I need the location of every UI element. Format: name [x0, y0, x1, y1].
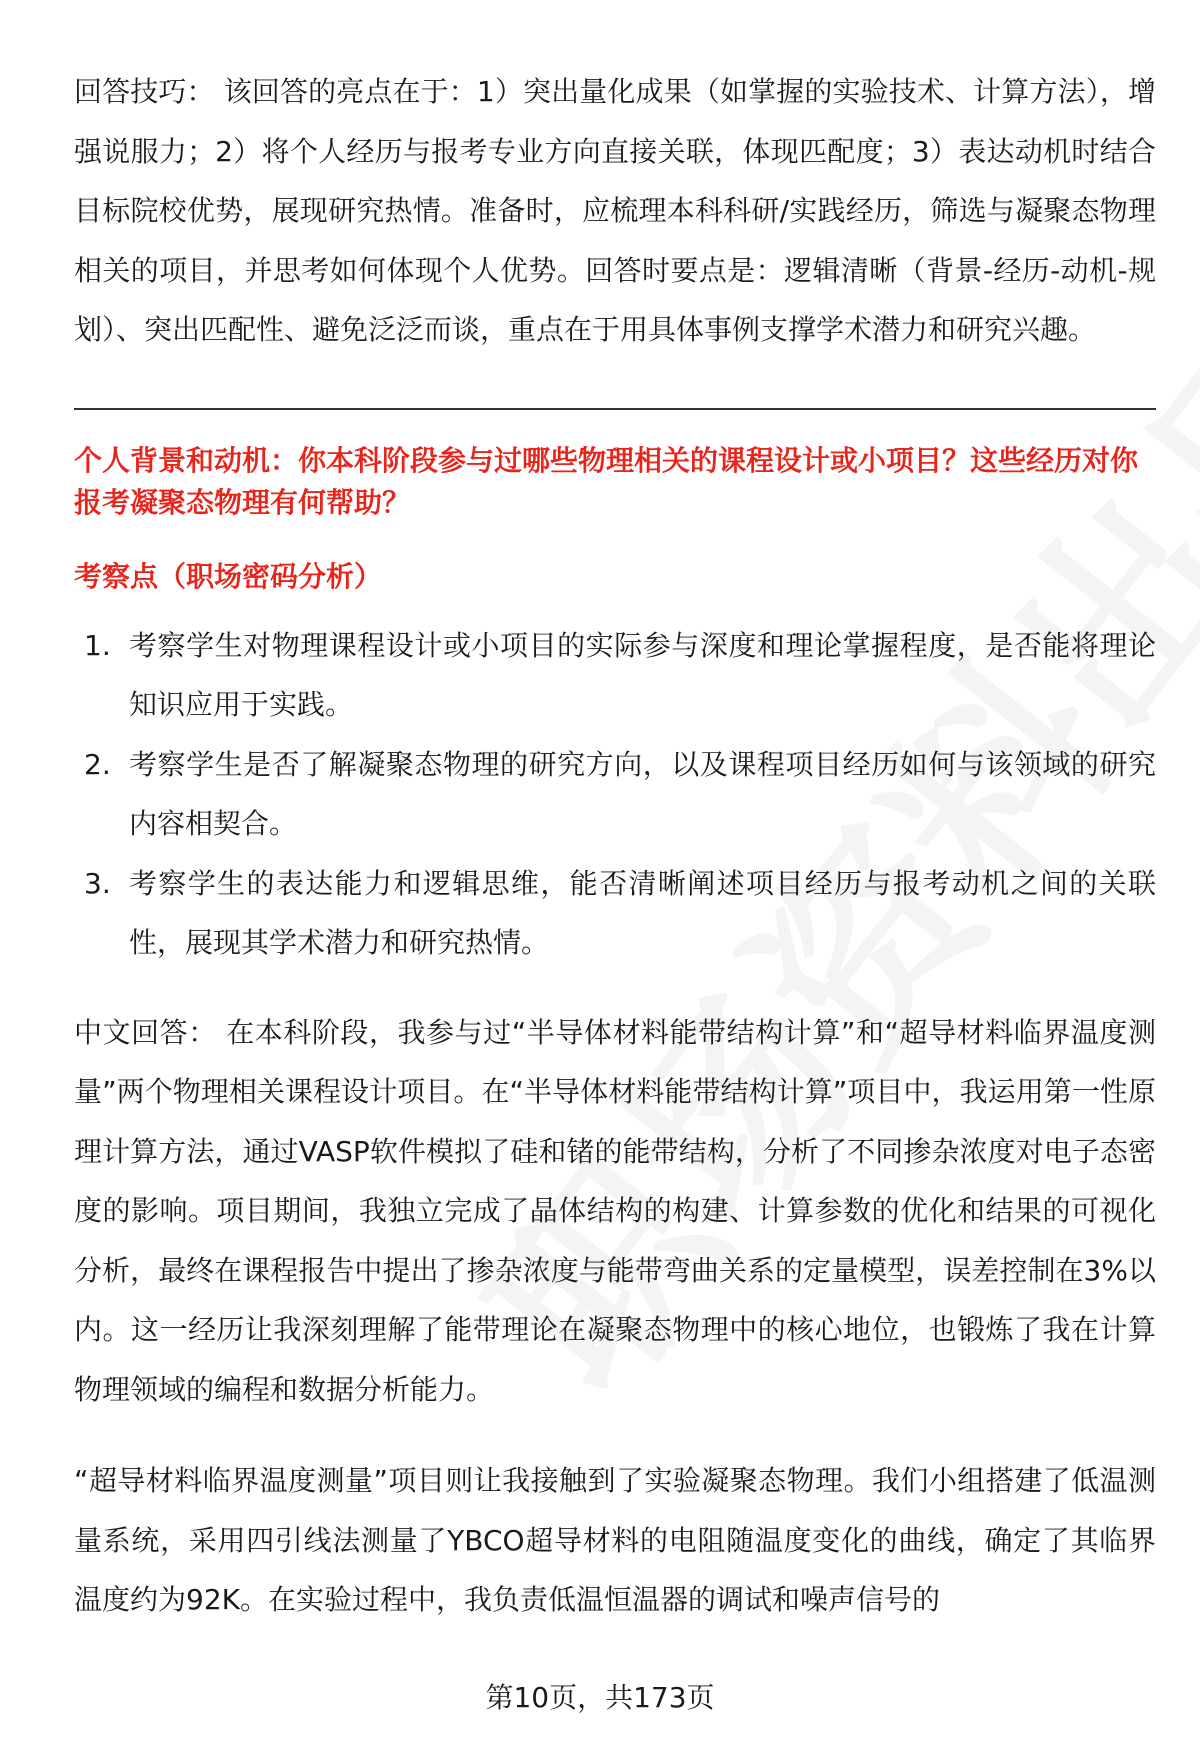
- question-heading: 个人背景和动机：你本科阶段参与过哪些物理相关的课程设计或小项目？这些经历对你报考凝聚态物理有何帮助？: [74, 443, 1139, 519]
- list-item-number: 3.: [84, 866, 111, 900]
- chinese-answer-paragraph-1: 中文回答： 在本科阶段，我参与过“半导体材料能带结构计算”和“超导材料临界温度测量”两个物理相关课程设计项目。在“半导体材料能带结构计算”项目中，我运用第一性原理计算方法，通过VASP软件模拟了硅和锗的能带结构，分析了不同掺杂浓度对电子态密度的影响。项目期间，我独立完成了晶体结构的构建、计算参数的优化和结果的可视化分析，最终在课程报告中提出了掺杂浓度与能带弯曲关系的定量模型，误差控制在3%以内。这一经历让我深刻理解了能带理论在凝聚态物理中的核心地位，也锻炼了我在计算物理领域的编程和数据分析能力。: [74, 1015, 1156, 1406]
- list-item-number: 2.: [84, 747, 111, 781]
- answer-tips-paragraph: 回答技巧： 该回答的亮点在于：1）突出量化成果（如掌握的实验技术、计算方法），增强说服力；2）将个人经历与报考专业方向直接关联，体现匹配度；3）表达动机时结合目标院校优势，展现研究热情。准备时，应梳理本科科研/实践经历，筛选与凝聚态物理相关的项目，并思考如何体现个人优势。回答时要点是：逻辑清晰（背景-经历-动机-规划）、突出匹配性、避免泛泛而谈，重点在于用具体事例支撑学术潜力和研究兴趣。: [74, 75, 1156, 346]
- list-item-text: 考察学生对物理课程设计或小项目的实际参与深度和理论掌握程度，是否能将理论知识应用于实践。: [129, 628, 1156, 721]
- list-item-text: 考察学生的表达能力和逻辑思维，能否清晰阐述项目经历与报考动机之间的关联性，展现其学术潜力和研究热情。: [129, 866, 1156, 959]
- chinese-answer-paragraph-2: “超导材料临界温度测量”项目则让我接触到了实验凝聚态物理。我们小组搭建了低温测量系统，采用四引线法测量了YBCO超导材料的电阻随温度变化的曲线，确定了其临界温度约为92K。在实验过程中，我负责低温恒温器的调试和噪声信号的: [74, 1464, 1156, 1616]
- assessment-points-list: [74, 616, 1156, 973]
- list-item: [74, 735, 1156, 854]
- document-page: [74, 62, 1156, 1630]
- list-item: [74, 854, 1156, 973]
- list-item-text: 考察学生是否了解凝聚态物理的研究方向，以及课程项目经历如何与该领域的研究内容相契合。: [129, 747, 1156, 840]
- list-item-number: 1.: [84, 628, 111, 662]
- page-number-footer: 第10页，共173页: [485, 1681, 715, 1714]
- assessment-points-heading: 考察点（职场密码分析）: [74, 559, 383, 593]
- list-item: [74, 616, 1156, 735]
- section-divider: [74, 408, 1156, 410]
